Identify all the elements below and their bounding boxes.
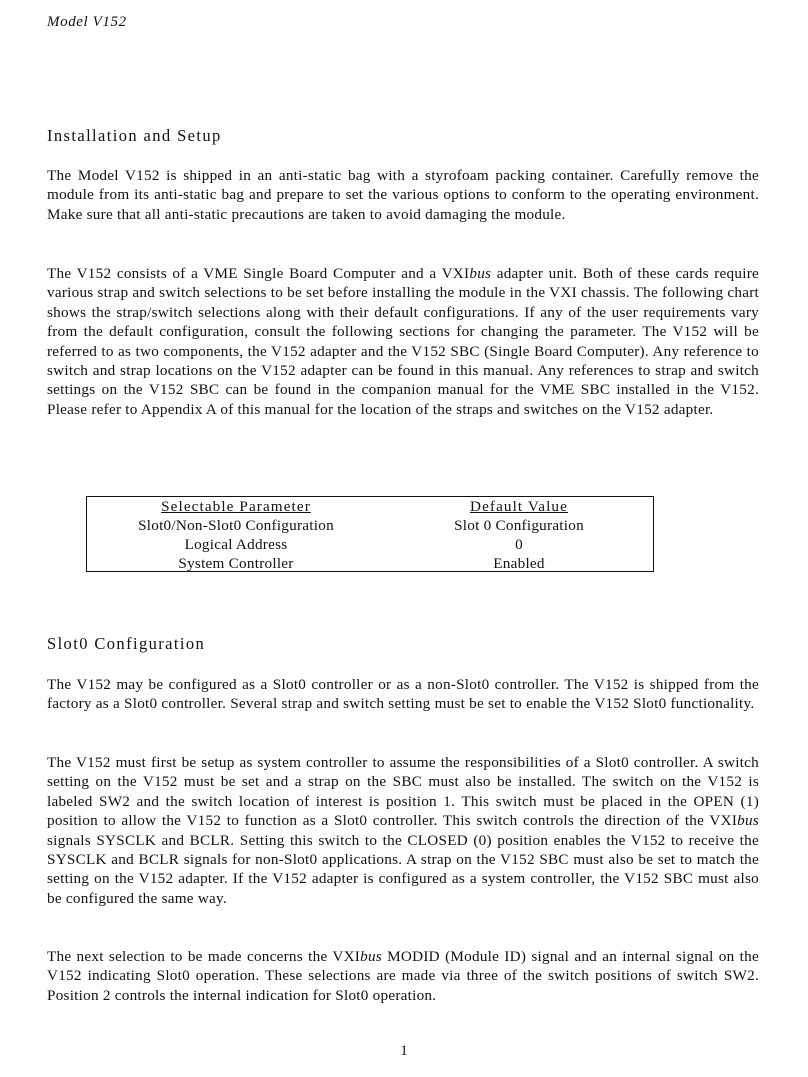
text-run: The V152 consists of a VME Single Board Computer and a VXI	[47, 265, 470, 282]
table-row	[87, 555, 653, 574]
column-header-parameter: Selectable Parameter	[161, 498, 311, 515]
table-cell-default: Enabled	[493, 555, 545, 572]
text-run: adapter unit. Both of these cards require various strap and switch selections to be set before installing the module in the VXI chassis. The following chart shows the strap/switch selections along with their default configurations. If any of the user requirements vary from the default configuration, consult the following sections for changing the parameter. The V152 will be referred to as two components, the V152 adapter and the V152 SBC (Single Board Computer). Any reference to switch and strap locations on the V152 adapter can be found in this manual. Any references to strap and switch settings on the V152 SBC can be found in the companion manual for the VME SBC installed in the V152. Please refer to Appendix A of this manual for the location of the straps and switches on the V152 adapter.	[47, 265, 759, 418]
section-heading-installation: Installation and Setup	[47, 126, 222, 145]
table-cell-parameter: Logical Address	[184, 536, 288, 553]
text-run: The V152 must first be setup as system controller to assume the responsibilities of a Slot0 controller. A switch setting on the V152 must be set and a strap on the SBC must also be installed. The switch on the V152 is labeled SW2 and the switch location of interest is position 1. This switch must be placed in the OPEN (1) position to allow the V152 to function as a Slot0 controller. This switch controls the direction of the VXI	[47, 754, 759, 830]
table-cell-parameter: System Controller	[178, 555, 294, 572]
paragraph-slot0-1: The V152 may be configured as a Slot0 controller or as a non-Slot0 controller. The V152 is shipped from the factory as a Slot0 controller. Several strap and switch setting must be set to enable the V152 Slot0 functionality.	[47, 676, 759, 713]
table-header-row	[87, 498, 653, 517]
table-cell-parameter: Slot0/Non-Slot0 Configuration	[138, 517, 334, 534]
table-cell-default: 0	[515, 536, 523, 553]
page-number: 1	[400, 1043, 408, 1059]
italic-text-run: bus	[737, 812, 759, 830]
italic-text-run: bus	[469, 265, 492, 282]
text-run: MODID (Module ID) signal and an internal signal on the V152 indicating Slot0 operation. These selections are made via three of the switch positions of switch SW2. Position 2 controls the internal indication for Slot0 operation.	[47, 948, 759, 1004]
paragraph-slot0-2	[47, 753, 759, 908]
default-settings-table	[86, 496, 654, 572]
italic-text-run: bus	[360, 948, 382, 965]
section-heading-slot0: Slot0 Configuration	[47, 634, 206, 653]
text-run: The next selection to be made concerns the VXI	[47, 948, 361, 965]
running-header: Model V152	[47, 14, 127, 30]
table-row	[87, 517, 653, 536]
paragraph-installation-2	[47, 264, 759, 419]
text-run: signals SYSCLK and BCLR. Setting this switch to the CLOSED (0) position enables the V152 to receive the SYSCLK and BCLR signals for non-Slot0 applications. A strap on the V152 SBC must also be set to match the setting on the V152 adapter. If the V152 adapter is configured as a system controller, the V152 SBC must also be configured the same way.	[47, 831, 759, 907]
paragraph-slot0-3	[47, 947, 759, 1005]
paragraph-installation-1: The Model V152 is shipped in an anti-static bag with a styrofoam packing container. Carefully remove the module from its anti-static bag and prepare to set the various options to conform to the operating environment. Make sure that all anti-static precautions are taken to avoid damaging the module.	[47, 167, 759, 223]
table-cell-default: Slot 0 Configuration	[454, 517, 584, 534]
table-row	[87, 536, 653, 555]
column-header-default: Default Value	[470, 498, 568, 515]
